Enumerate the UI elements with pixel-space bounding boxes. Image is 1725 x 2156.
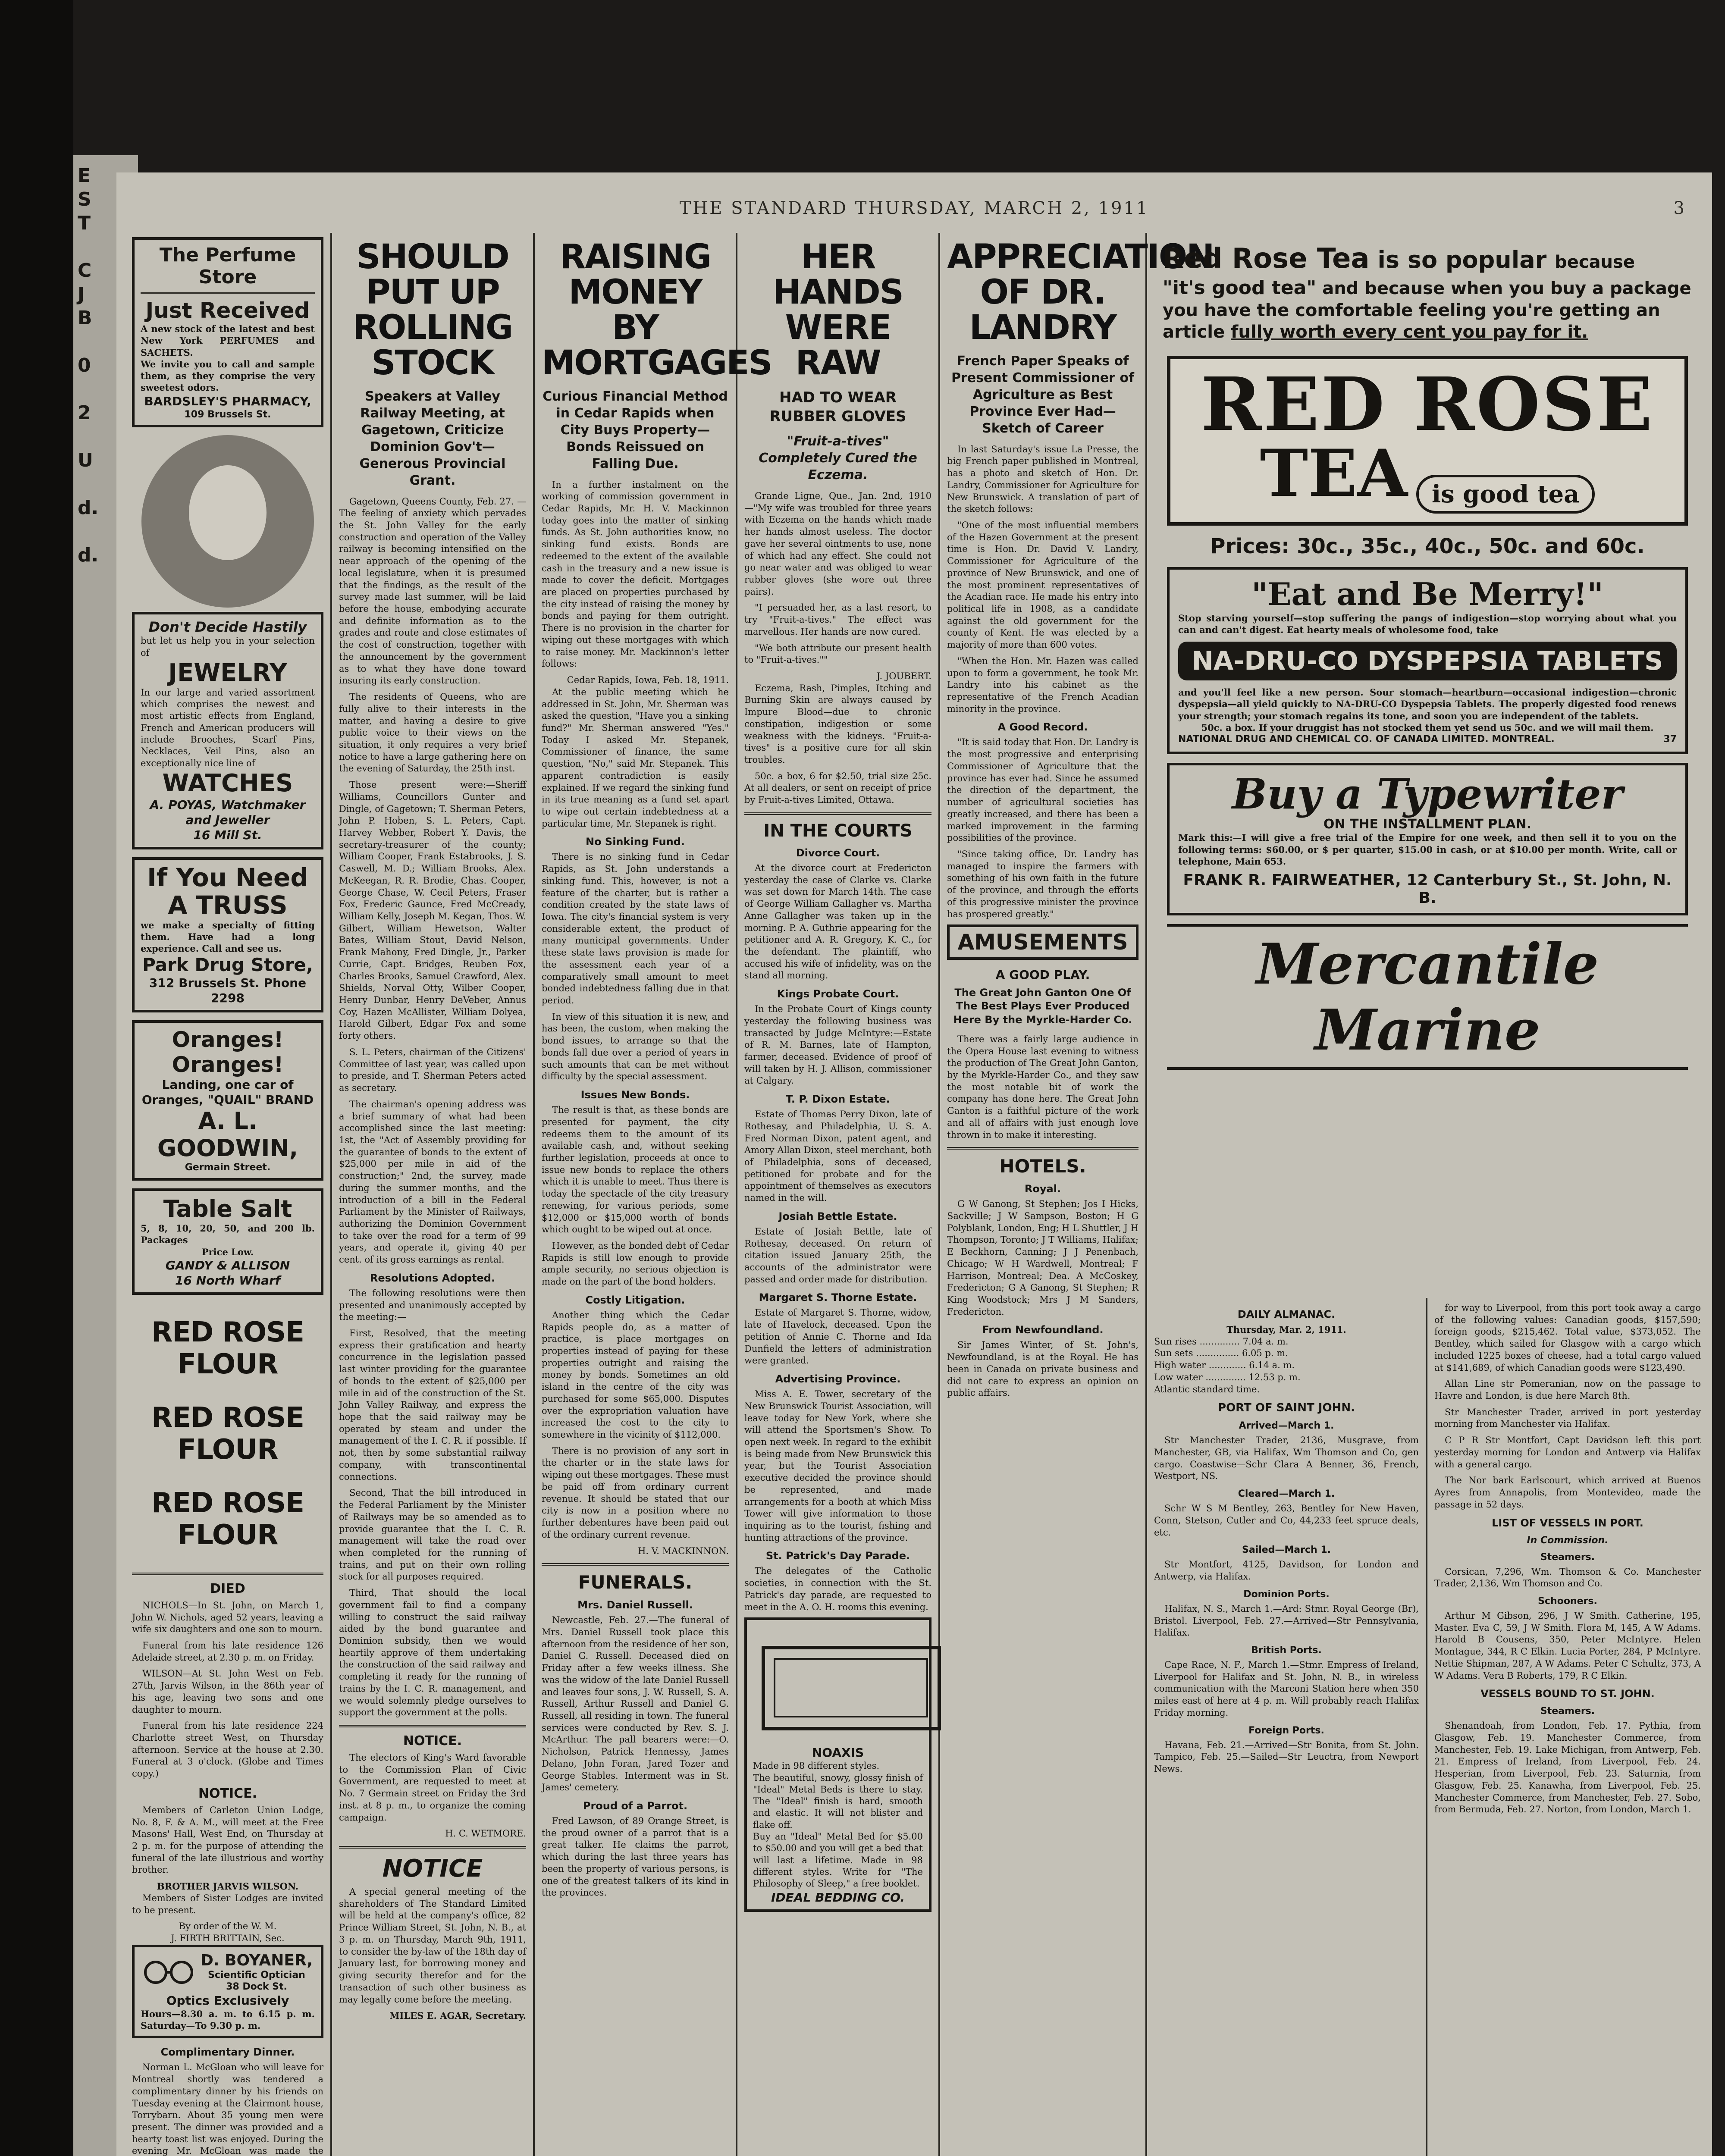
- column-ads-marine: [1147, 233, 1708, 2156]
- vessels-bound-heading: VESSELS BOUND TO ST. JOHN.: [1480, 1688, 1655, 1700]
- courts-heading: IN THE COURTS: [763, 821, 913, 841]
- article-paragraph: At the public meeting which he addressed in St. John, Mr. Sherman was asked the question, "Have you a sinking fund?" Mr. Sherman answered "Yes." Today I asked Mr. Stepanek, Commissioner of finance, the same question, "No," said Mr. Stepanek. This apparent contradiction is easily explained. If we regard the sinking fund in its true meaning as a fund set apart to wipe out certain indebtedness at a particular time, Mr. Stepanek is right.: [542, 686, 729, 829]
- bound-steamers-heading: Steamers.: [1540, 1706, 1595, 1717]
- typewriter-title: Buy a Typewriter: [1232, 769, 1623, 818]
- rr-line2b: and because when you buy a package: [1316, 279, 1691, 298]
- funerals-text: Newcastle, Feb. 27.—The funeral of Mrs. Daniel Russell took place this afternoon from the residence of her son, Daniel G. Russell. Deceased died on Friday after a few weeks illness. She was the widow of the late Daniel Russell and leaves four sons, J. W. Russell, S. A. Russell, Arthur Russell and Daniel G. Russell, all residing in town. The funeral services were conducted by Rev. S. J. McArthur. The pall bearers were:—O. Nicholson, Patrick Hennessy, James Delano, John Foran, Jared Tozer and George Stables. Interment was in St. James' cemetery.: [542, 1615, 729, 1793]
- woman-portrait-illustration-icon: [141, 435, 314, 608]
- rr-line4b: fully worth every cent you pay for it.: [1231, 322, 1588, 342]
- kings-ward-notice-heading: NOTICE.: [403, 1733, 462, 1749]
- newfoundland-text: Sir James Winter, of St. John's, Newfoundland, is at the Royal. He has been in Canada on private business and did not care to express an opinion on public affairs.: [947, 1340, 1138, 1398]
- lodge-notice-text: Members of Carleton Union Lodge, No. 8, F. & A. M., will meet at the Free Masons' Hall, West End, on Thursday at 2 p. m. for the purpose of attending the funeral of the late illustrious and worthy brother.: [132, 1805, 323, 1875]
- article-paragraph: Second, That the bill introduced in the Federal Parliament by the Minister of Railways may be so amended as to provide guarantee that the I. C. R. management will take the road over when completed for the running of trains, and put on their own rolling stock for all purposes required.: [339, 1488, 526, 1582]
- jewelry-text2: In our large and varied assortment which comprises the newest and most artistic effects from England, French and American producers will include Brooches, Scarf Pins, Necklaces, Veil Pins, also an exceptionally nice line of: [141, 687, 315, 768]
- perfume-sub: Just Received: [145, 298, 310, 323]
- article-paragraph: The chairman's opening address was a brief summary of what had been accomplished since the last meeting: 1st, the "Act of Assembly providing for the guarantee of bonds to the extent of $25,000 per mile in aid of the construction;" 2nd, the survey, made during the summer months, and the introduction of a bill in the Federal Parliament by the Minister of Railways, authorizing the Dominion Government to take over the road for a term of 99 years, and operate it, giving 40 per cent. of its gross earnings as rental.: [339, 1099, 526, 1265]
- bed-text: The beautiful, snowy, glossy finish of "Ideal" Metal Beds is there to stay. The "Ideal" finish is hard, smooth and elastic. It will not blister and flake off.: [753, 1772, 923, 1830]
- article-paragraph: Eczema, Rash, Pimples, Itching and Burning Skin are always caused by Impure Blood—due to chronic constipation, indigestion or some weakness with the kidneys. "Fruit-a-tives" is a positive cure for all skin troubles.: [744, 683, 932, 765]
- article-paragraph: In last Saturday's issue La Presse, the big French paper published in Montreal, has a photo and sketch of Hon. Dr. Landry, Commissioner for Agriculture for New Brunswick. A translation of part of the sketch follows:: [947, 444, 1138, 514]
- salt-ad: [132, 1188, 323, 1295]
- perfume-text2: We invite you to call and sample them, as they comprise the very sweetest odors.: [141, 358, 315, 393]
- almanac-row: Sun rises .............. 7.04 a. m.: [1154, 1336, 1289, 1347]
- masthead-title: THE STANDARD THURSDAY, MARCH 2, 1911: [679, 198, 1149, 218]
- typewriter-dealer: FRANK R. FAIRWEATHER, 12 Canterbury St., St. John, N. B.: [1183, 871, 1672, 907]
- eat-merry-text2: and you'll feel like a new person. Sour stomach—heartburn—occasional indigestion—chronic dyspepsia—all yield quickly to NA-DRU-CO Dyspepsia Tablets. The properly digested food renews your strength; your stomach regains its tone, and soon you are independent of the tablets.: [1178, 687, 1677, 721]
- lodge-notice-name: BROTHER JARVIS WILSON.: [157, 1881, 299, 1892]
- kings-ward-notice-sign: H. C. WETMORE.: [445, 1828, 526, 1839]
- optician-name: D. BOYANER,: [200, 1951, 313, 1969]
- jewelry-address: 16 Mill St.: [193, 827, 262, 842]
- divorce-court-text: At the divorce court at Fredericton yesterday the case of Clarke vs. Clarke was set down for March 14th. The case of George William Gallagher vs. Martha Anne Gallagher was taken up in the morning. P. A. Guthrie appearing for the petitioner and A. R. Gregory, K. C., for the defendant. The plaintiff, who accused his wife of infidelity, was on the stand all morning.: [744, 862, 932, 981]
- salt-text: 5, 8, 10, 20, 50, and 200 lb. Packages: [141, 1222, 315, 1246]
- truss-title: If You Need A TRUSS: [147, 862, 308, 920]
- advertising-subhead: Advertising Province.: [775, 1373, 901, 1385]
- funerals-subhead: Mrs. Daniel Russell.: [577, 1599, 693, 1611]
- optician-hours: Hours—8.30 a. m. to 6.15 p. m. Saturday—To 9.30 p. m.: [141, 2008, 315, 2031]
- shareholders-notice-sign: MILES E. AGAR, Secretary.: [389, 2010, 526, 2021]
- lodge-notice-secretary: J. FIRTH BRITTAIN, Sec.: [171, 1933, 285, 1944]
- salt-store: GANDY & ALLISON: [165, 1258, 290, 1272]
- steamers-list: Corsican, 7,296, Wm. Thomson & Co. Manchester Trader, 2,136, Wm Thomson and Co.: [1434, 1566, 1701, 1589]
- funerals-heading: FUNERALS.: [578, 1572, 693, 1593]
- headline-landry: APPRECIATION OF DR. LANDRY: [947, 238, 1214, 347]
- british-ports-text: Cape Race, N. F., March 1.—Stmr. Empress of Ireland, Liverpool for Halifax and St. John, N. B., in wireless communication with the Marconi Station here when 350 miles east of here at 4 p. m. Will probably reach Halifax Friday morning.: [1154, 1659, 1419, 1718]
- typewriter-text: Mark this:—I will give a free trial of the Empire for one week, and then sell it to you on the following terms: $60.00, or $ per quarter, $15.00 in cash, or at $10.00 per month. Write, call or telephone, Main 653.: [1178, 832, 1677, 867]
- in-commission-heading: In Commission.: [1527, 1535, 1609, 1546]
- marine-news: C P R Str Montfort, Capt Davidson left this port yesterday morning for London and Antwerp via Halifax with a general cargo.: [1434, 1435, 1701, 1470]
- optician-address: 38 Dock St.: [226, 1981, 287, 1993]
- parrot-heading: Proud of a Parrot.: [583, 1800, 688, 1812]
- subhead-resolutions: Resolutions Adopted.: [370, 1272, 496, 1284]
- bed-brand: IDEAL BEDDING CO.: [771, 1890, 905, 1905]
- truss-ad: [132, 857, 323, 1012]
- testimonial-signature: J. JOUBERT.: [876, 671, 932, 681]
- oranges-title: Oranges! Oranges!: [172, 1027, 284, 1078]
- eat-merry-text: Stop starving yourself—stop suffering the pangs of indigestion—stop worrying about what you can and can't digest. Eat hearty meals of wholesome food, take: [1178, 612, 1677, 635]
- divorce-court-subhead: Divorce Court.: [796, 846, 880, 859]
- masthead: [116, 198, 1712, 224]
- headline-rolling-stock: SHOULD PUT UP ROLLING STOCK: [352, 238, 513, 382]
- nadruco-company: NATIONAL DRUG AND CHEMICAL CO. OF CANADA LIMITED. MONTREAL.: [1178, 734, 1555, 745]
- nadruco-dyspepsia-ad: [1167, 567, 1688, 754]
- rr-logo-word: RED ROSE: [1201, 361, 1654, 448]
- marine-news: for way to Liverpool, from this port took away a cargo of the following values: Canadian goods, $157,590; foreign goods, $215,462. Total value, $373,052. The Bentley, which sailed for Glasgow with a cargo which included 1225 boxes of cheese, had a total cargo valued at $141,689, of which Canadian goods were $123,490.: [1434, 1303, 1701, 1373]
- article-paragraph: "Since taking office, Dr. Landry has managed to inspire the farmers with something of his own faith in the future of the province, and through the efforts of this progressive minister the province has prospered greatly.": [947, 849, 1138, 919]
- watches-title: WATCHES: [162, 769, 293, 797]
- article-paragraph: Those present were:—Sheriff Williams, Councillors Gunter and Dingle, of Gagetown; T. Sherman Peters, John P. Hoben, S. L. Peters, Capt. Harvey Webber, Robert Y. Davis, the secretary-treasurer of the county; William Cooper, Frank Estabrooks, J. S. Caswell, M. D.; William Brooks, Alex. McKeegan, R. R. Brodie, Chas. Cooper, George Chase, W. Cecil Peters, Fraser Fox, Frederic Gaunce, Fred McCready, William Kelly, Joseph M. Kegan, Thos. W. Gilbert, William Hewetson, Walter Bates, William Stout, David Nelson, Frank Mahony, Fred Dingle, Jr., Parker Currie, Capt. Bridges, Reuben Fox, Charles Brooks, Samuel Crawford, Alex. Shields, Norval Otty, Wilber Cooper, Henry Dunbar, Henry DeVeber, Annus Coy, Hazen McAllister, William Dolyea, Harold Gilbert, Edgar Fox and some forty others.: [339, 780, 526, 1041]
- article-paragraph: S. L. Peters, chairman of the Citizens' Committee of last year, was called upon to preside, and T. Sherman Peters acted as secretary.: [339, 1047, 526, 1094]
- newfoundland-subhead: From Newfoundland.: [982, 1324, 1104, 1336]
- st-patricks-text: The delegates of the Catholic societies, in connection with the St. Patrick's day parade, are requested to meet in the A. O. H. rooms this evening.: [744, 1566, 932, 1612]
- headline-her-hands: HER HANDS WERE RAW: [773, 238, 903, 382]
- obituary-item: Funeral from his late residence 126 Adelaide street, at 2.30 p. m. on Friday.: [132, 1640, 323, 1663]
- dominion-ports-text: Halifax, N. S., March 1.—Ard: Stmr. Royal George (Br), Bristol. Liverpool, Feb. 27.—Arrived—Str Pennsylvania, Halifax.: [1154, 1603, 1419, 1638]
- bound-steamers-list: Shenandoah, from London, Feb. 17. Pythia, from Glasgow, Feb. 19. Manchester Commerce, from Manchester, Feb. 19. Lake Michigan, from Antwerp, Feb. 21. Empress of Ireland, from Liverpool, Feb. 24. Hesperian, from Liverpool, Feb. 23. Saturnia, from Glasgow, Feb. 25. Kanawha, from Liverpool, Feb. 25. Manchester Commerce, from Manchester, Feb. 27. Sobo, from Bermuda, Feb. 27. Norton, from London, March 1.: [1434, 1720, 1701, 1815]
- article-paragraph: First, Resolved, that the meeting express their gratification and hearty concurrence in the legislation passed last winter providing for the guarantee of bonds to the extent of $25,000 per mile in aid of the construction of the St. John Valley Railway, and express the hope that the said railway may be operated by steam and under the management of the I. C. R. if possible. If not, then by some substantial railway company, with transcontinental connections.: [339, 1328, 526, 1482]
- arrived-text: Str Manchester Trader, 2136, Musgrave, from Manchester, GB, via Halifax, Wm Thomson and Co, gen cargo. Coastwise—Schr Clara A Benner, 36, French, Westport, NS.: [1154, 1435, 1419, 1482]
- previous-page-fragments: E S T C J B 0 2 U d. d.: [78, 165, 99, 566]
- dominion-ports-heading: Dominion Ports.: [1243, 1589, 1330, 1600]
- almanac-date: Thursday, Mar. 2, 1911.: [1226, 1324, 1346, 1335]
- parrot-text: Fred Lawson, of 89 Orange Street, is the proud owner of a parrot that is a great talker. He claims the parrot, which during the last three years has been the property of various persons, is one of the greatest talkers of its kind in the provinces.: [542, 1816, 729, 1898]
- article-dateline: Cedar Rapids, Iowa, Feb. 18, 1911.: [567, 675, 729, 686]
- perfume-title: The Perfume Store: [159, 244, 296, 288]
- vessels-in-port-heading: LIST OF VESSELS IN PORT.: [1492, 1517, 1643, 1529]
- marine-right-column: [1427, 1298, 1708, 2156]
- article-paragraph: "One of the most influential members of the Hazen Government at the present time is Hon. Dr. David V. Landry, Commissioner for Agriculture of the province of New Brunswick, and one of the most prominent representatives of the Acadian race. He made his entry into political life in 1908, as a candidate against the old government for the county of Kent. He was elected by a majority of more than 600 votes.: [947, 520, 1138, 650]
- deck-landry: French Paper Speaks of Present Commissioner of Agriculture as Best Province Ever Had—Sketch of Career: [951, 353, 1135, 436]
- article-paragraph: The residents of Queens, who are fully alive to their interests in the matter, and having a desire to give public voice to their views on the situation, it only requires a very brief notice to have a large gathering here on the evening of Saturday, the 25th inst.: [339, 692, 526, 774]
- column-her-hands: [737, 233, 940, 2156]
- british-ports-heading: British Ports.: [1251, 1645, 1322, 1656]
- rr-line4a: article: [1163, 322, 1231, 342]
- column-ads: [125, 233, 332, 2156]
- optician-tag: Optics Exclusively: [166, 1993, 289, 2008]
- jewelry-lead: Don't Decide Hastily: [148, 619, 307, 636]
- perfume-store-ad: [132, 237, 323, 427]
- article-paragraph: "I persuaded her, as a last resort, to try "Fruit-a-tives." The effect was marvellous. Her hands are now cured.: [744, 602, 932, 637]
- sailed-heading: Sailed—March 1.: [1242, 1545, 1331, 1556]
- amusements-banner: [947, 924, 1138, 960]
- cleared-text: Schr W S M Bentley, 263, Bentley for New Haven, Conn, Stetson, Cutler and Co, 44,233 feet spruce deals, etc.: [1154, 1503, 1419, 1538]
- deck-fruit-a-tives: "Fruit-a-tives" Completely Cured the Eczema.: [759, 433, 917, 483]
- almanac-row: Atlantic standard time.: [1154, 1384, 1260, 1395]
- article-signature: H. V. MACKINNON.: [638, 1545, 729, 1556]
- hotels-heading: HOTELS.: [999, 1156, 1086, 1177]
- nadruco-brand-banner: NA-DRU-CO DYSPEPSIA TABLETS: [1178, 642, 1677, 680]
- schooners-list: Arthur M Gibson, 296, J W Smith. Catherine, 195, Master. Eva C, 59, J W Smith. Flora M, 145, A W Adams. Harold B Cousens, 350, Peter McIntyre. Helen Montague, 344, R C Elkin. Lucia Porter, 284, P McIntyre. Nettie Shipman, 287, A W Adams. Peter C Schultz, 373, A W Adams. Vera B Roberts, 179, R C Elkin.: [1434, 1610, 1701, 1681]
- thorne-estate-subhead: Margaret S. Thorne Estate.: [759, 1291, 917, 1304]
- rr-logo-tea: TEA: [1260, 436, 1408, 511]
- optician-ad: [132, 1945, 323, 2039]
- salt-address: 16 North Wharf: [175, 1273, 280, 1288]
- column-mortgages: [535, 233, 772, 2156]
- almanac-row: High water ............. 6.14 a. m.: [1154, 1360, 1295, 1371]
- bed-text2: Buy an "Ideal" Metal Bed for $5.00 to $50.00 and you will get a bed that will last a lifetime. Made in 98 different styles. Write for "The Philosophy of Sleep," a free booklet.: [753, 1831, 923, 1889]
- red-rose-tea-ad-copy: [1154, 237, 1701, 347]
- dinner-text: Norman L. McGloan who will leave for Montreal shortly was tendered a complimentary dinner by his friends on Tuesday evening at the Clairmont house, Torrybarn. About 35 young men were present. The dinner was provided and a hearty toast list was enjoyed. During the evening Mr. McGloan was made the: [132, 2062, 323, 2156]
- typewriter-sub: ON THE INSTALLMENT PLAN.: [1323, 817, 1532, 832]
- mercantile-marine-title: Mercantile Marine: [1167, 924, 1688, 1070]
- bettle-estate-subhead: Josiah Bettle Estate.: [778, 1210, 897, 1222]
- article-paragraph: "When the Hon. Mr. Hazen was called upon to form a government, he took Mr. Landry into his cabinet as the representative of the French Acadian minority in the province.: [947, 655, 1138, 714]
- good-play-heading: A GOOD PLAY.: [995, 968, 1090, 982]
- eyeglasses-icon: [143, 1959, 194, 1985]
- probate-court-subhead: Kings Probate Court.: [777, 988, 899, 1000]
- obituary-item: Funeral from his late residence 224 Charlotte street West, on Thursday afternoon. Service at the house at 2.30. Funeral at 3 o'clock. (Globe and Times copy.): [132, 1720, 323, 1779]
- schooners-heading: Schooners.: [1538, 1595, 1597, 1607]
- dixon-estate-subhead: T. P. Dixon Estate.: [786, 1093, 890, 1106]
- advertising-text: Miss A. E. Tower, secretary of the New Brunswick Tourist Association, will leave today for New York, where she will attend the Sportsmen's Show. To open next week. In regard to the exhibit is being made from New Brunswick this year, but the Tourist Association executive decided the province should be represented, and made arrangements for a booth at which Miss Tower will give information to those inquiring as to the tourist, fishing and hunting attractions of the province.: [744, 1389, 932, 1543]
- play-review: There was a fairly large audience in the Opera House last evening to witness the production of The Great John Ganton, by the Myrkle-Harder Co., and they saw the most notable bit of work the company has done here. The Great John Ganton is a faithful picture of the work and all of affairs with just enough love thrown in to make it interesting.: [947, 1034, 1138, 1140]
- bed-tag: Made in 98 different styles.: [753, 1761, 880, 1771]
- oranges-store: A. L. GOODWIN,: [157, 1107, 298, 1162]
- died-heading: DIED: [210, 1581, 245, 1596]
- dinner-heading: Complimentary Dinner.: [160, 2046, 295, 2059]
- red-rose-flour-ad-1: RED ROSE FLOUR: [151, 1316, 304, 1380]
- cleared-heading: Cleared—March 1.: [1238, 1489, 1335, 1500]
- article-paragraph: There is no provision of any sort in the charter or in the state laws for wiping out these mortgages. These must be paid off from ordinary current revenue. It should be stated that our city is now in a position where no further debentures have been paid out of the ordinary current revenue.: [542, 1445, 729, 1540]
- rr-line1c: because: [1555, 252, 1635, 272]
- shareholders-notice-heading: NOTICE: [382, 1855, 483, 1883]
- almanac-row: Sun sets ............... 6.05 p. m.: [1154, 1348, 1288, 1359]
- truss-address: 312 Brussels St. Phone 2298: [149, 976, 307, 1006]
- amusements-heading: AMUSEMENTS: [957, 930, 1128, 955]
- rr-line2a: "it's good tea": [1163, 277, 1317, 299]
- article-paragraph: 50c. a box, 6 for $2.50, trial size 25c. At all dealers, or sent on receipt of price by Fruit-a-tives Limited, Ottawa.: [744, 771, 932, 805]
- eat-merry-text3: 50c. a box. If your druggist has not stocked them yet send us 50c. and we will mail them.: [1201, 722, 1654, 733]
- probate-court-text: In the Probate Court of Kings county yesterday the following business was transacted by Judge McIntyre:—Estate of R. M. Barnes, late of Hampton, farmer, deceased. Evidence of proof of will taken by H. J. Allison, commissioner at Calgary.: [744, 1004, 932, 1086]
- marine-news: The Nor bark Earlscourt, which arrived at Buenos Ayres from Annapolis, from Montevideo, made the passage in 52 days.: [1434, 1475, 1701, 1510]
- obituary-item: WILSON—At St. John West on Feb. 27th, Jarvis Wilson, in the 86th year of his age, leaving two sons and one daughter to mourn.: [132, 1668, 323, 1715]
- red-rose-flour-ad-2: RED ROSE FLOUR: [151, 1401, 304, 1466]
- st-patricks-subhead: St. Patrick's Day Parade.: [765, 1550, 910, 1562]
- arrived-heading: Arrived—March 1.: [1239, 1420, 1334, 1432]
- lodge-notice-sign: By order of the W. M.: [179, 1921, 277, 1932]
- deck-rolling-stock: Speakers at Valley Railway Meeting, at Gagetown, Criticize Dominion Gov't—Generous Provincial Grant.: [359, 389, 506, 488]
- marine-left-column: [1147, 1298, 1427, 2156]
- article-paragraph: "It is said today that Hon. Dr. Landry is the most progressive and enterprising Commissioner of Agriculture that the province has ever had. Since he assumed the direction of the department, the number of agricultural societies has greatly increased, and there has been a marked improvement in the farming possibilities of the province.: [947, 737, 1138, 843]
- oranges-ad: [132, 1020, 323, 1181]
- rr-line1a: Red Rose Tea: [1163, 243, 1370, 275]
- royal-hotel-subhead: Royal.: [1024, 1183, 1061, 1195]
- rr-line3: you have the comfortable feeling you're getting an: [1163, 301, 1660, 320]
- foreign-ports-heading: Foreign Ports.: [1248, 1725, 1324, 1736]
- typewriter-ad: [1167, 763, 1688, 915]
- port-heading: PORT OF SAINT JOHN.: [1218, 1401, 1355, 1415]
- salt-title: Table Salt: [163, 1195, 292, 1222]
- perfume-address: 109 Brussels St.: [184, 409, 271, 420]
- perfume-text: A new stock of the latest and best New York PERFUMES and SACHETS.: [141, 323, 315, 358]
- marine-news: Str Manchester Trader, arrived in port yesterday morning from Manchester via Halifax.: [1434, 1407, 1701, 1429]
- jewelry-title: JEWELRY: [168, 658, 287, 687]
- lodge-notice-text2: Members of Sister Lodges are invited to be present.: [132, 1893, 323, 1915]
- article-paragraph: Another thing which the Cedar Rapids people do, as a matter of practice, is place mortgages on properties instead of paying for these properties outright and raising the money by bonds. Sometimes an old island in the centre of the city was purchased for some $65,000. Disputes over the expropriation valuation have increased the cost to the city to somewhere in the vicinity of $112,000.: [542, 1310, 729, 1440]
- article-paragraph: There is no sinking fund in Cedar Rapids, as St. John understands a sinking fund. This, however, is not a feature of the charter, but is rather a condition created by the state laws of Iowa. The city's financial system is very considerable extent, the product of many municipal governments. Under these state laws provision is made for the assessment each year of a comparatively small amount to meet bonded indebtedness falling due in that period.: [542, 852, 729, 1006]
- article-paragraph: "We both attribute our present health to "Fruit-a-tives."": [744, 642, 932, 665]
- subhead-good-record: A Good Record.: [997, 721, 1088, 733]
- salt-price: Price Low.: [201, 1246, 254, 1257]
- headline-mortgages: RAISING MONEY BY MORTGAGES: [542, 238, 772, 382]
- deck-mortgages: Curious Financial Method in Cedar Rapids when City Buys Property—Bonds Reissued on Falling Due.: [543, 389, 728, 471]
- kings-ward-notice-text: The electors of King's Ward favorable to the Commission Plan of Civic Government, are requested to meet at No. 7 Germain street on Friday the 3rd inst. at 8 p. m., to organize the coming campaign.: [339, 1752, 526, 1823]
- sailed-text: Str Montfort, 4125, Davidson, for London and Antwerp, via Halifax.: [1154, 1559, 1419, 1582]
- almanac-heading: DAILY ALMANAC.: [1237, 1308, 1336, 1320]
- article-paragraph: However, as the bonded debt of Cedar Rapids is still low enough to provide ample security, no serious objection is made on the part of the bond holders.: [542, 1240, 729, 1287]
- eat-merry-title: "Eat and Be Merry!": [1251, 575, 1603, 612]
- subhead-litigation: Costly Litigation.: [585, 1294, 685, 1306]
- truss-text: we make a specialty of fitting them. Have had a long experience. Call and see us.: [141, 919, 315, 954]
- almanac-row: Low water .............. 12.53 p. m.: [1154, 1372, 1301, 1382]
- article-paragraph: In a further instalment on the working of commission government in Cedar Rapids, Mr. H. V. Mackinnon today goes into the matter of sinking funds. As St. John authorities know, no sinking fund exists. Bonds are redeemed to the extent of the available cash in the treasury and a new issue is made to cover the deficit. Mortgages are placed on properties purchased by the city instead of raising the money by bonds and paying for them outright. There is no provision in the charter for wiping out these mortgages with which to raise money. Mr. Mackinnon's letter follows:: [542, 479, 729, 669]
- article-paragraph: Gagetown, Queens County, Feb. 27. —The feeling of anxiety which pervades the St. John Valley for the early construction and operation of the Valley railway is becoming intensified on the near approach of the opening of the local legislature, when it is presumed that the findings, as the result of the survey made last summer, will be laid before the house, embodying accurate and definite information as to the grades and route and close estimates of the cost of construction, together with the announcement by the government as to what they have done toward insuring its early construction.: [339, 496, 526, 686]
- optician-role: Scientific Optician: [208, 1969, 305, 1981]
- lodge-notice-heading: NOTICE.: [198, 1786, 257, 1801]
- article-paragraph: Third, That should the local government fail to find a company willing to construct the said railway aided by the bond guarantee and Dominion subsidy, then we would heartily approve of them undertaking the construction of the said railway and completing it ready for the running of trains by the I. C. R. management, and we would solemnly pledge ourselves to support the government at the polls.: [339, 1588, 526, 1718]
- jewelry-text: but let us help you in your selection of: [141, 636, 315, 658]
- ideal-bed-ad: [744, 1617, 932, 1912]
- page-binding-shadow: [0, 0, 73, 2156]
- rr-logo-good-tea: is good tea: [1416, 475, 1595, 514]
- dixon-estate-text: Estate of Thomas Perry Dixon, late of Rothesay, and Philadelphia, U. S. A. Fred Norman Dixon, patent agent, and Amory Allan Dixon, steel merchant, both of Philadelphia, sons of deceased, petitioned for probate and for the appointment of themselves as executors named in the will.: [744, 1109, 932, 1203]
- bed-label: NOAXIS: [812, 1745, 864, 1760]
- truss-store: Park Drug Store,: [142, 954, 313, 976]
- article-paragraph: In view of this situation it is new, and has been, the custom, when making the bond issues, to arrange so that the bonds fall due over a period of years in such amounts that can be met without difficulty by the special assessment.: [542, 1011, 729, 1082]
- steamers-heading: Steamers.: [1540, 1551, 1595, 1563]
- royal-hotel-guests: G W Ganong, St Stephen; Jos I Hicks, Sackville; J W Sampson, Boston; H G Polyblank, London, Eng; H L Shuttler, J H Thompson, Toronto; J T Williams, Halifax; E Beckhorn, Canning; J J Penenbach, Chicago; W H Wardwell, Montreal; F Harrison, Montreal; Dea. A McCoskey, Fredericton; G A Ganong, St Stephen; R King Woodstock; Mrs J M Sanders, Fredericton.: [947, 1199, 1138, 1317]
- oranges-address: Germain Street.: [185, 1162, 271, 1173]
- obituary-item: NICHOLS—In St. John, on March 1, John W. Nichols, aged 52 years, leaving a wife six daughters and one son to mourn.: [132, 1600, 323, 1635]
- foreign-ports-text: Havana, Feb. 21.—Arrived—Str Bonita, from St. John. Tampico, Feb. 25.—Sailed—Str Leuctra, from Newport News.: [1154, 1739, 1419, 1774]
- perfume-store: BARDSLEY'S PHARMACY,: [144, 394, 311, 408]
- red-rose-flour-ad-3: RED ROSE FLOUR: [151, 1487, 304, 1551]
- article-paragraph: The result is that, as these bonds are presented for payment, the city redeems them to the amount of its available cash, and, without seeking further legislation, proceeds at once to issue new bonds to replace the others which it is unable to meet. Thus there is today the spectacle of the city treasury renewing, for various periods, some $12,000 or $15,000 worth of bonds which ought to be wiped out at once.: [542, 1105, 729, 1235]
- shareholders-notice-text: A special general meeting of the shareholders of The Standard Limited will be held at the company's office, 82 Prince William Street, St. John, N. B., at 3 p. m. on Thursday, March 9th, 1911, to consider the by-law of the 18th day of January last, for borrowing money and giving security therefor and for the transaction of such other business as may legally come before the meeting.: [339, 1887, 526, 2005]
- article-paragraph: The following resolutions were then presented and unanimously accepted by the meeting:—: [339, 1288, 526, 1322]
- oranges-text: Landing, one car of Oranges, "QUAIL" BRAND: [141, 1078, 314, 1107]
- subhead-new-bonds: Issues New Bonds.: [580, 1089, 690, 1101]
- rr-line1b: is so popular: [1369, 246, 1555, 273]
- play-deck: The Great John Ganton One Of The Best Plays Ever Produced Here By the Myrkle-Harder Co.: [953, 987, 1132, 1026]
- bettle-estate-text: Estate of Josiah Bettle, late of Rothesay, deceased. On return of citation issued January 25th, the accounts of the administrator were passed and order made for distribution.: [744, 1226, 932, 1285]
- article-paragraph: Grande Ligne, Que., Jan. 2nd, 1910—"My wife was troubled for three years with Eczema on the hands which made her hands almost useless. The doctor gave her several ointments to use, none of which had any effect. She could not go near water and was obliged to wear rubber gloves (she wore out three pairs).: [744, 490, 932, 597]
- ad-code: 37: [1663, 734, 1677, 745]
- metal-bed-illustration-icon: [753, 1629, 943, 1741]
- marine-news: Allan Line str Pomeranian, now on the passage to Havre and London, is due here March 8th.: [1434, 1379, 1701, 1401]
- jewelry-ad: [132, 612, 323, 849]
- subhead-rubber-gloves: HAD TO WEAR RUBBER GLOVES: [769, 389, 906, 425]
- red-rose-tea-logo: [1167, 356, 1688, 526]
- thorne-estate-text: Estate of Margaret S. Thorne, widow, late of Havelock, deceased. Upon the petition of Annie C. Thorne and Ida Dunfield the letters of administration were granted.: [744, 1307, 932, 1366]
- jewelry-store: A. POYAS, Watchmaker and Jeweller: [150, 797, 306, 827]
- red-rose-prices: Prices: 30c., 35c., 40c., 50c. and 60c.: [1210, 534, 1645, 558]
- page-number: 3: [1673, 198, 1686, 218]
- column-rolling-stock: [332, 233, 535, 2156]
- newspaper-page: [116, 172, 1712, 2156]
- subhead-no-sinking-fund: No Sinking Fund.: [585, 836, 685, 848]
